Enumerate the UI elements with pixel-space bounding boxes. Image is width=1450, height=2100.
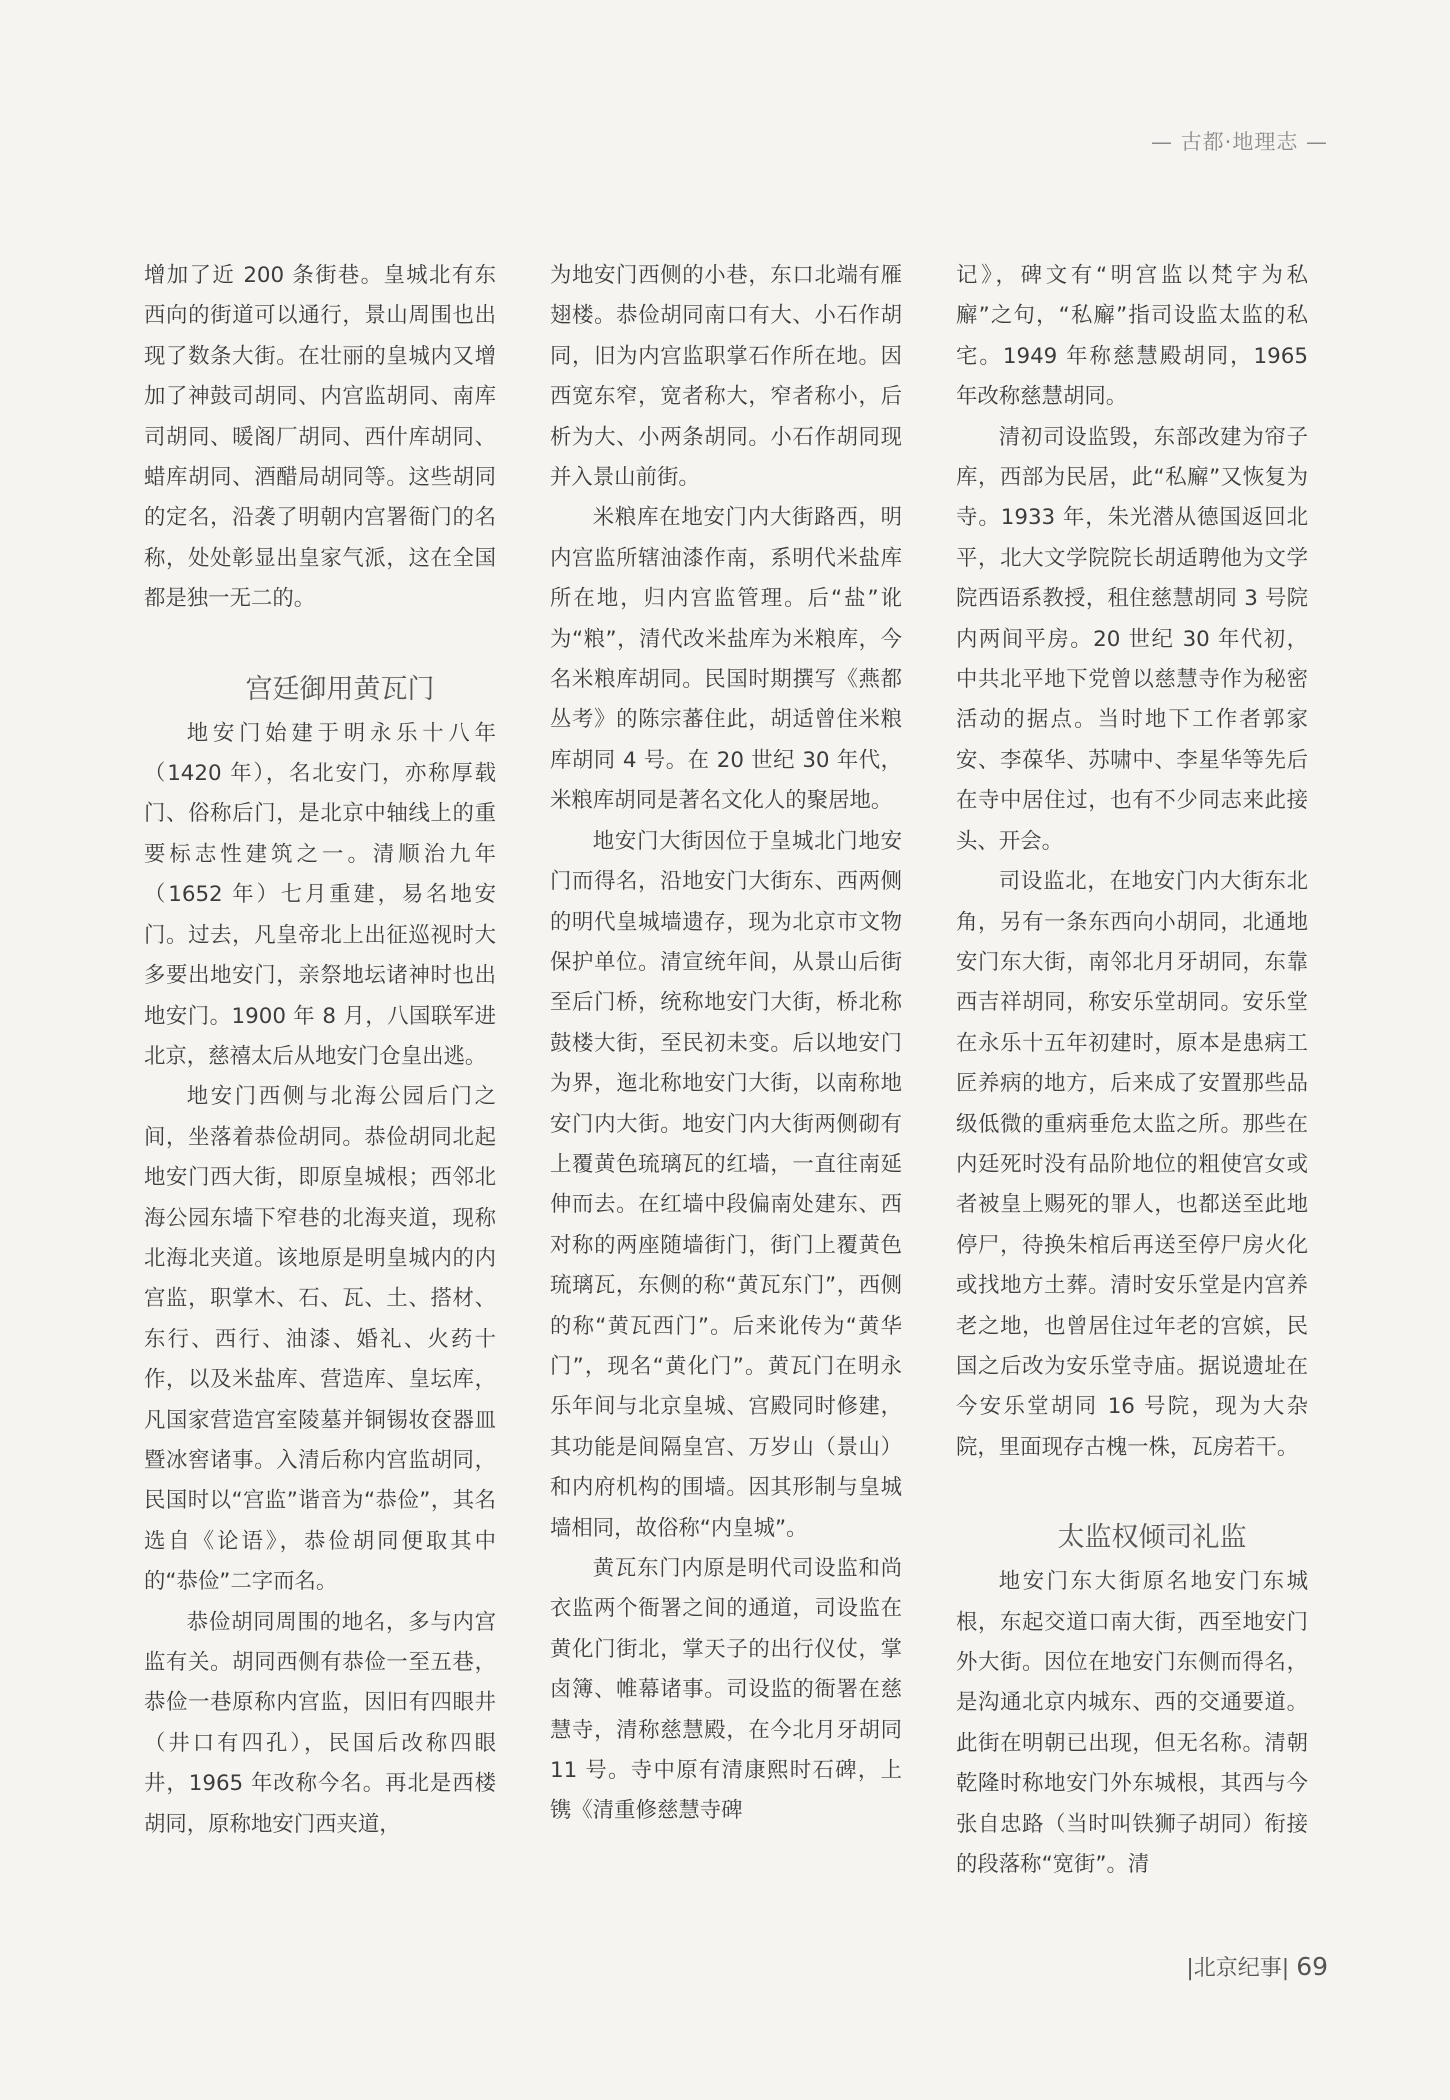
spacer [956,1468,1308,1508]
paragraph: 为地安门西侧的小巷，东口北端有雁翅楼。恭俭胡同南口有大、小石作胡同，旧为内宫监职掌石作所在地。因西宽东窄，宽者称大，窄者称小，后析为大、小两条胡同。小石作胡同现并入景山前街。 [550,263,902,491]
spacer [144,620,496,660]
paragraph: 记》，碑文有“明宫监以梵宇为私廨”之句，“私廨”指司设监太监的私宅。1949 年称慈慧殿胡同，1965 年改称慈慧胡同。 [956,263,1308,410]
section-header: — 古都·地理志 — [1150,130,1328,154]
magazine-name: |北京纪事| [1186,1956,1290,1981]
paragraph: 清初司设监毁，东部改建为帘子库，西部为民居，此“私廨”又恢复为寺。1933 年，朱光潜从德国返回北平，北大文学院院长胡适聘他为文学院西语系教授，租住慈慧胡同 3 号院内两间平房。20 世纪 30 年代初，中共北平地下党曾以慈慧寺作为秘密活动的据点。当时地下工作者郭家安、李葆华、苏啸中、李星华等先后在寺中居住过，也有不少同志来此接头、开会。 [956,424,1308,854]
paragraph: 地安门大街因位于皇城北门地安门而得名，沿地安门大街东、西两侧的明代皇城墙遗存，现为北京市文物保护单位。清宣统年间，从景山后街至后门桥，统称地安门大街，桥北称鼓楼大街，至民初未变。后以地安门为界，迤北称地安门大街，以南称地安门内大街。地安门内大街两侧砌有上覆黄色琉璃瓦的红墙，一直往南延伸而去。在红墙中段偏南处建东、西对称的两座随墙街门，街门上覆黄色琉璃瓦，东侧的称“黄瓦东门”，西侧的称“黄瓦西门”。后来讹传为“黄华门”，现名“黄化门”。黄瓦门在明永乐年间与北京皇城、宫殿同时修建，其功能是间隔皇宫、万岁山（景山）和内府机构的围墙。因其形制与皇城墙相同，故俗称“内皇城”。 [550,828,902,1541]
section-heading: 太监权倾司礼监 [1057,1522,1247,1554]
text-column-1 [144,256,496,1845]
paragraph: 米粮库在地安门内大街路西，明内宫监所辖油漆作南，系明代米盐库所在地，归内宫监管理。后“盐”讹为“粮”，清代改米盐库为米粮库，今名米粮库胡同。民国时期撰写《燕都丛考》的陈宗蕃住此，胡适曾住米粮库胡同 4 号。在 20 世纪 30 年代，米粮库胡同是著名文化人的聚居地。 [550,505,902,814]
paragraph: 司设监北，在地安门内大街东北角，另有一条东西向小胡同，北通地安门东大街，南邻北月牙胡同，东靠西吉祥胡同，称安乐堂胡同。安乐堂在永乐十五年初建时，原本是患病工匠养病的地方，后来成了安置那些品级低微的重病垂危太监之所。那些在内廷死时没有品阶地位的粗使宫女或者被皇上赐死的罪人，也都送至此地停尸，待换朱棺后再送至停尸房火化或找地方土葬。清时安乐堂是内宫养老之地，也曾居住过年老的宫嫔，民国之后改为安乐堂寺庙。据说遗址在今安乐堂胡同 16 号院，现为大杂院，里面现存古槐一株，瓦房若干。 [956,869,1308,1460]
paragraph: 黄瓦东门内原是明代司设监和尚衣监两个衙署之间的通道，司设监在黄化门街北，掌天子的出行仪仗，掌卤簿、帷幕诸事。司设监的衙署在慈慧寺，清称慈慧殿，在今北月牙胡同 11 号。寺中原有清康熙时石碑，上镌《清重修慈慧寺碑 [550,1556,902,1824]
text-column-2 [550,256,902,1832]
paragraph: 地安门始建于明永乐十八年（1420 年），名北安门，亦称厚载门、俗称后门，是北京中轴线上的重要标志性建筑之一。清顺治九年（1652 年）七月重建，易名地安门。过去，凡皇帝北上出征巡视时大多要出地安门，亲祭地坛诸神时也出地安门。1900 年 8 月，八国联军进北京，慈禧太后从地安门仓皇出逃。 [144,720,496,1069]
text-column-3 [956,256,1308,1885]
paragraph: 增加了近 200 条街巷。皇城北有东西向的街道可以通行，景山周围也出现了数条大街。在壮丽的皇城内又增加了神鼓司胡同、内宫监胡同、南库司胡同、暖阁厂胡同、西什库胡同、蜡库胡同、酒醋局胡同等。这些胡同的定名，沿袭了明朝内宫署衙门的名称，处处彰显出皇家气派，这在全国都是独一无二的。 [144,263,496,612]
page-footer [1186,1951,1328,1982]
paragraph: 恭俭胡同周围的地名，多与内宫监有关。胡同西侧有恭俭一至五巷，恭俭一巷原称内宫监，因旧有四眼井（井口有四孔），民国后改称四眼井，1965 年改称今名。再北是西楼胡同，原称地安门西夹道， [144,1609,496,1837]
page-number: 69 [1296,1952,1328,1981]
section-heading: 宫廷御用黄瓦门 [245,673,435,705]
paragraph: 地安门西侧与北海公园后门之间，坐落着恭俭胡同。恭俭胡同北起地安门西大街，即原皇城根；西邻北海公园东墙下窄巷的北海夹道，现称北海北夹道。该地原是明皇城内的内宫监，职掌木、石、瓦、土、搭材、东行、西行、油漆、婚礼、火药十作，以及米盐库、营造库、皇坛库，凡国家营造宫室陵墓并铜锡妆奁器皿暨冰窖诸事。入清后称内宫监胡同，民国时以“宫监”谐音为“恭俭”，其名选自《论语》，恭俭胡同便取其中的“恭俭”二字而名。 [144,1084,496,1595]
paragraph: 地安门东大街原名地安门东城根，东起交道口南大街，西至地安门外大街。因位在地安门东侧而得名，是沟通北京内城东、西的交通要道。此街在明朝已出现，但无名称。清朝乾隆时称地安门外东城根，其西与今张自忠路（当时叫铁狮子胡同）衔接的段落称“宽街”。清 [956,1569,1308,1878]
